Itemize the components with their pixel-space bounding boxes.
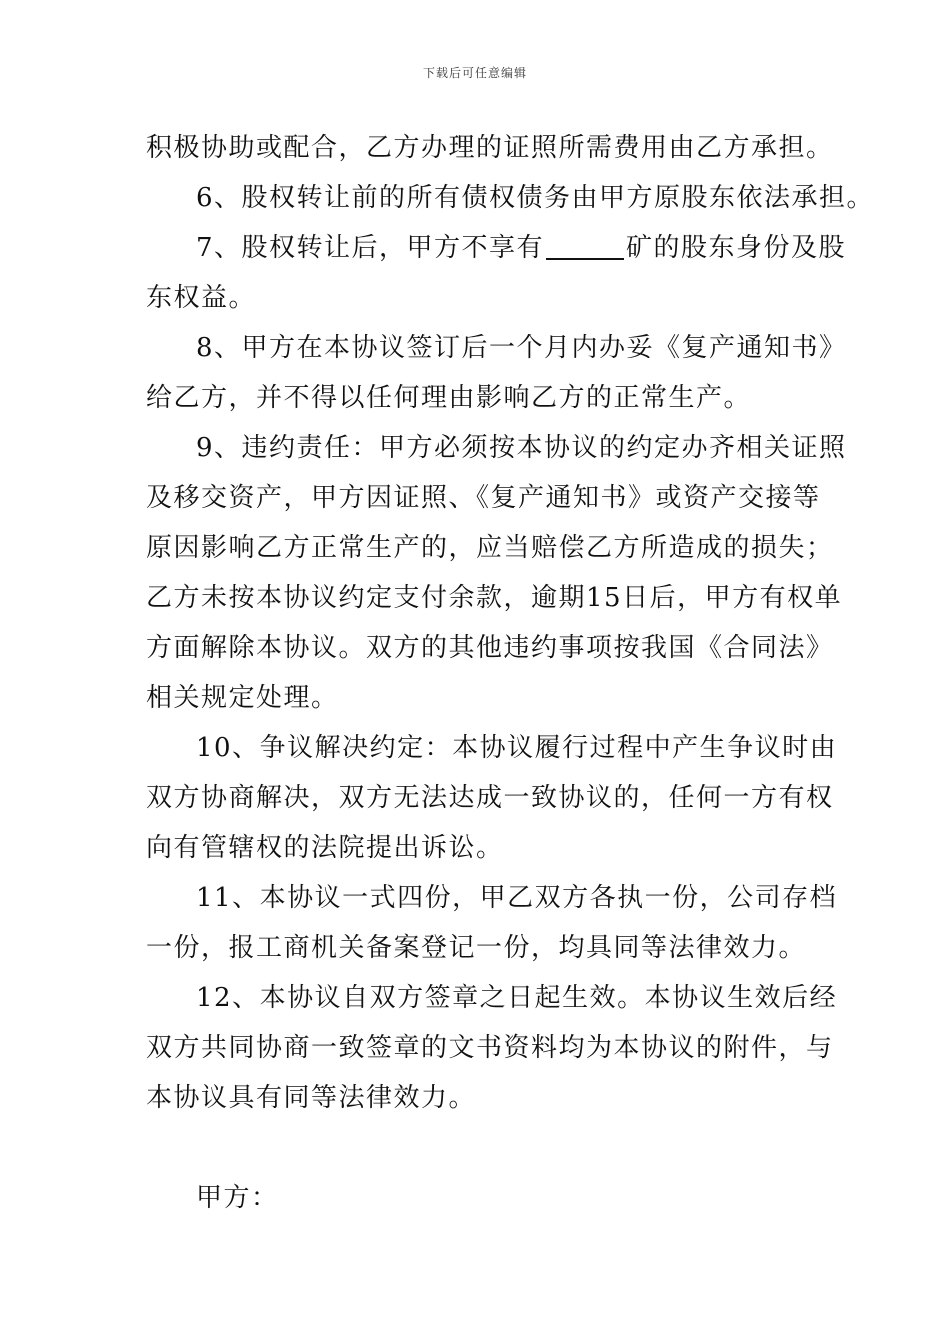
paragraph-line: 相关规定处理。 xyxy=(146,683,339,713)
paragraph-line: 及移交资产，甲方因证照、《复产通知书》或资产交接等 xyxy=(146,483,821,513)
paragraph-line: 乙方未按本协议约定支付余款，逾期15日后，甲方有权单 xyxy=(146,583,843,613)
clause-6: 6、股权转让前的所有债权债务由甲方原股东依法承担。 xyxy=(196,183,875,213)
clause-7 xyxy=(196,232,847,264)
clause-12: 12、本协议自双方签章之日起生效。本协议生效后经 xyxy=(196,983,838,1013)
clause-9: 9、违约责任：甲方必须按本协议的约定办齐相关证照 xyxy=(196,433,847,463)
party-a-signature-label: 甲方： xyxy=(196,1183,279,1213)
blank-underline xyxy=(546,234,624,260)
clause-7-text-before: 7、股权转让后，甲方不享有 xyxy=(196,233,545,263)
paragraph-line: 双方共同协商一致签章的文书资料均为本协议的附件，与 xyxy=(146,1033,834,1063)
paragraph-line: 给乙方，并不得以任何理由影响乙方的正常生产。 xyxy=(146,383,752,413)
paragraph-line: 积极协助或配合，乙方办理的证照所需费用由乙方承担。 xyxy=(146,133,834,163)
paragraph-line: 双方协商解决，双方无法达成一致协议的，任何一方有权 xyxy=(146,783,834,813)
clause-8: 8、甲方在本协议签订后一个月内办妥《复产通知书》 xyxy=(196,333,847,363)
paragraph-line: 方面解除本协议。双方的其他违约事项按我国《合同法》 xyxy=(146,633,834,663)
paragraph-line: 向有管辖权的法院提出诉讼。 xyxy=(146,833,504,863)
paragraph-line: 原因影响乙方正常生产的，应当赔偿乙方所造成的损失； xyxy=(146,533,834,563)
page-header: 下载后可任意编辑 xyxy=(422,66,527,80)
paragraph-line: 本协议具有同等法律效力。 xyxy=(146,1083,477,1113)
paragraph-line: 东权益。 xyxy=(146,283,257,313)
clause-7-text-after: 矿的股东身份及股 xyxy=(626,233,847,263)
paragraph-line: 一份，报工商机关备案登记一份，均具同等法律效力。 xyxy=(146,933,807,963)
clause-10: 10、争议解决约定：本协议履行过程中产生争议时由 xyxy=(196,733,838,763)
clause-11: 11、本协议一式四份，甲乙双方各执一份，公司存档 xyxy=(196,883,838,913)
